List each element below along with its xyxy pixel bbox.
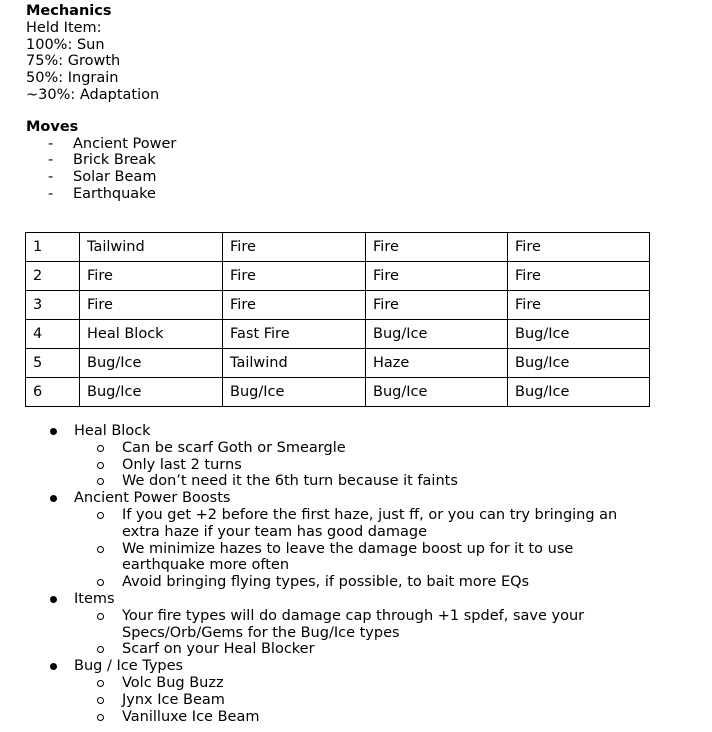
note-title: Items <box>74 590 115 607</box>
circle-bullet-icon <box>97 697 104 704</box>
circle-bullet-icon <box>97 462 104 469</box>
table-cell: Fire <box>508 262 650 291</box>
table-cell: Fire <box>366 291 508 320</box>
moves-list <box>26 136 706 203</box>
table-cell: Bug/Ice <box>80 378 223 407</box>
turn-table <box>25 232 650 407</box>
mechanics-line: 75%: Growth <box>26 53 121 70</box>
table-cell: Tailwind <box>80 233 223 262</box>
note-title: Heal Block <box>74 423 151 439</box>
circle-bullet-icon <box>97 512 104 519</box>
table-cell: Fire <box>80 291 223 320</box>
mechanics-line: 50%: Ingrain <box>26 70 119 87</box>
note-heal-block <box>0 423 712 440</box>
move-label: Brick Break <box>73 152 156 169</box>
table-cell: Tailwind <box>223 349 366 378</box>
table-cell: Fire <box>80 262 223 291</box>
table-cell: 3 <box>26 291 80 320</box>
notes-list <box>0 423 712 725</box>
circle-bullet-icon <box>97 714 104 721</box>
note-subitem <box>0 473 712 490</box>
note-title: Bug / Ice Types <box>74 658 184 675</box>
note-title: Ancient Power Boosts <box>74 490 231 507</box>
note-bug-ice-types <box>0 658 712 675</box>
note-subitem-text: Avoid bringing flying types, if possible, to bait more EQs <box>122 574 530 591</box>
move-item <box>26 152 706 169</box>
circle-bullet-icon <box>97 680 104 687</box>
mechanics-line: ~30%: Adaptation <box>26 86 160 103</box>
table-cell: 4 <box>26 320 80 349</box>
note-subitem-text: Your fire types will do damage cap through +1 spdef, save your Specs/Orb/Gems for the Bug/Ice types <box>122 607 585 641</box>
table-cell: 5 <box>26 349 80 378</box>
table-row <box>26 291 650 320</box>
note-subitem <box>0 457 712 474</box>
table-cell: 1 <box>26 233 80 262</box>
table-cell: Bug/Ice <box>366 320 508 349</box>
note-subitem-text: We don’t need it the 6th turn because it faints <box>122 473 458 490</box>
table-row <box>26 233 650 262</box>
note-subitem-text: If you get +2 before the first haze, just ff, or you can try bringing an extra haze if your team has good damage <box>122 506 618 540</box>
table-cell: Bug/Ice <box>223 378 366 407</box>
table-cell: Fast Fire <box>223 320 366 349</box>
table-cell: Bug/Ice <box>80 349 223 378</box>
bullet-icon <box>50 596 57 603</box>
document-top <box>26 3 706 203</box>
circle-bullet-icon <box>97 546 104 553</box>
table-cell: Fire <box>223 291 366 320</box>
table-row <box>26 378 650 407</box>
bullet-icon <box>50 428 57 435</box>
note-subitem-text: Scarf on your Heal Blocker <box>122 641 315 658</box>
move-label: Ancient Power <box>73 135 177 152</box>
circle-bullet-icon <box>97 445 104 452</box>
circle-bullet-icon <box>97 613 104 620</box>
note-subitem-text: Volc Bug Buzz <box>122 674 224 691</box>
dash-bullet-icon: - <box>48 169 54 186</box>
table-cell: Fire <box>366 233 508 262</box>
circle-bullet-icon <box>97 646 104 653</box>
dash-bullet-icon: - <box>48 185 54 202</box>
note-subitem-text: Can be scarf Goth or Smeargle <box>122 439 346 456</box>
note-subitem <box>0 675 712 692</box>
note-subitem <box>0 692 712 709</box>
circle-bullet-icon <box>97 579 104 586</box>
table-cell: 2 <box>26 262 80 291</box>
note-subitem-text: We minimize hazes to leave the damage boost up for it to use earthquake more often <box>122 540 574 574</box>
note-subitem-text: Vanilluxe Ice Beam <box>122 708 260 725</box>
note-items <box>0 591 712 608</box>
note-subitem <box>0 541 712 575</box>
table-cell: Fire <box>223 233 366 262</box>
table-row <box>26 262 650 291</box>
note-subitem <box>0 709 712 726</box>
table-row <box>26 320 650 349</box>
move-item <box>26 136 706 153</box>
table-cell: Haze <box>366 349 508 378</box>
circle-bullet-icon <box>97 478 104 485</box>
mechanics-line: 100%: Sun <box>26 36 105 53</box>
dash-bullet-icon: - <box>48 152 54 169</box>
table-cell: Heal Block <box>80 320 223 349</box>
table-cell: 6 <box>26 378 80 407</box>
mechanics-line: Held Item: <box>26 19 102 36</box>
dash-bullet-icon: - <box>48 135 54 152</box>
table-cell: Fire <box>366 262 508 291</box>
table-cell: Fire <box>223 262 366 291</box>
table-cell: Bug/Ice <box>508 378 650 407</box>
table-cell: Bug/Ice <box>366 378 508 407</box>
note-subitem <box>0 608 712 642</box>
table-cell: Fire <box>508 233 650 262</box>
note-subitem <box>0 507 712 541</box>
move-label: Earthquake <box>73 185 156 202</box>
move-item <box>26 186 706 203</box>
moves-heading: Moves <box>26 118 79 135</box>
note-subitem-text: Only last 2 turns <box>122 456 242 473</box>
move-label: Solar Beam <box>73 169 157 186</box>
note-ancient-power <box>0 490 712 507</box>
note-subitem <box>0 641 712 658</box>
table-row <box>26 349 650 378</box>
table-cell: Bug/Ice <box>508 320 650 349</box>
note-subitem-text: Jynx Ice Beam <box>122 691 225 708</box>
move-item <box>26 169 706 186</box>
bullet-icon <box>50 663 57 670</box>
table-cell: Bug/Ice <box>508 349 650 378</box>
mechanics-heading: Mechanics <box>26 3 112 19</box>
note-subitem <box>0 574 712 591</box>
table-cell: Fire <box>508 291 650 320</box>
bullet-icon <box>50 495 57 502</box>
note-subitem <box>0 440 712 457</box>
